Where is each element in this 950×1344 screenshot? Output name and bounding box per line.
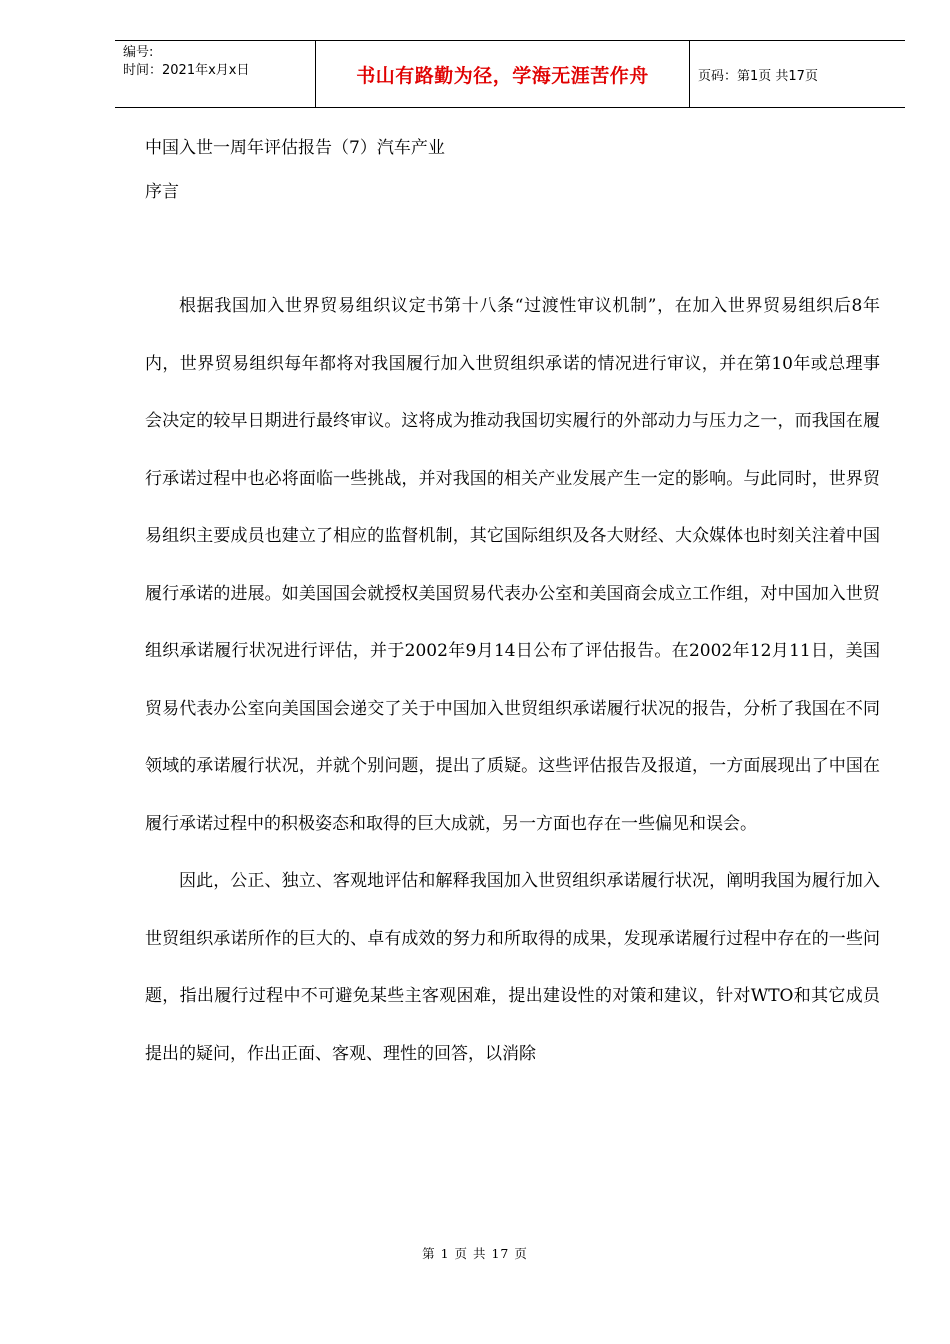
section-heading: 序言 (145, 182, 179, 202)
body-paragraph: 因此，公正、独立、客观地评估和解释我国加入世贸组织承诺履行状况，阐明我国为履行加入世贸组织承诺所作的巨大的、卓有成效的努力和所取得的成果，发现承诺履行过程中存在的一些问题，指出履行过程中不可避免某些主客观困难，提出建设性的对策和建议，针对WTO和其它成员提出的疑问，作出正面、客观、理性的回答，以消除 (145, 871, 880, 1064)
body-paragraph: 根据我国加入世界贸易组织议定书第十八条“过渡性审议机制”，在加入世界贸易组织后8年内，世界贸易组织每年都将对我国履行加入世贸组织承诺的情况进行审议，并在第10年或总理事会决定的较早日期进行最终审议。这将成为推动我国切实履行的外部动力与压力之一，而我国在履行承诺过程中也必将面临一些挑战，并对我国的相关产业发展产生一定的影响。与此同时，世界贸易组织主要成员也建立了相应的监督机制，其它国际组织及各大财经、大众媒体也时刻关注着中国履行承诺的进展。如美国国会就授权美国贸易代表办公室和美国商会成立工作组，对中国加入世贸组织承诺履行状况进行评估，并于2002年9月14日公布了评估报告。在2002年12月11日，美国贸易代表办公室向美国国会递交了关于中国加入世贸组织承诺履行状况的报告，分析了我国在不同领域的承诺履行状况，并就个别问题，提出了质疑。这些评估报告及报道，一方面展现出了中国在履行承诺过程中的积极姿态和取得的巨大成就，另一方面也存在一些偏见和误会。 (145, 296, 880, 834)
header-motto: 书山有路勤为径，学海无涯苦作舟 (316, 41, 690, 107)
header-page-info: 页码：第1页 共17页 (698, 68, 818, 84)
page-footer: 第 1 页 共 17 页 (422, 1246, 528, 1261)
document-time-label: 时间：2021年x月x日 (123, 63, 250, 78)
document-body (145, 128, 880, 1083)
document-number-label: 编号: (123, 45, 154, 60)
header-meta-cell (115, 41, 316, 107)
header-table (115, 40, 905, 108)
document-title: 中国入世一周年评估报告（7）汽车产业 (145, 138, 445, 158)
